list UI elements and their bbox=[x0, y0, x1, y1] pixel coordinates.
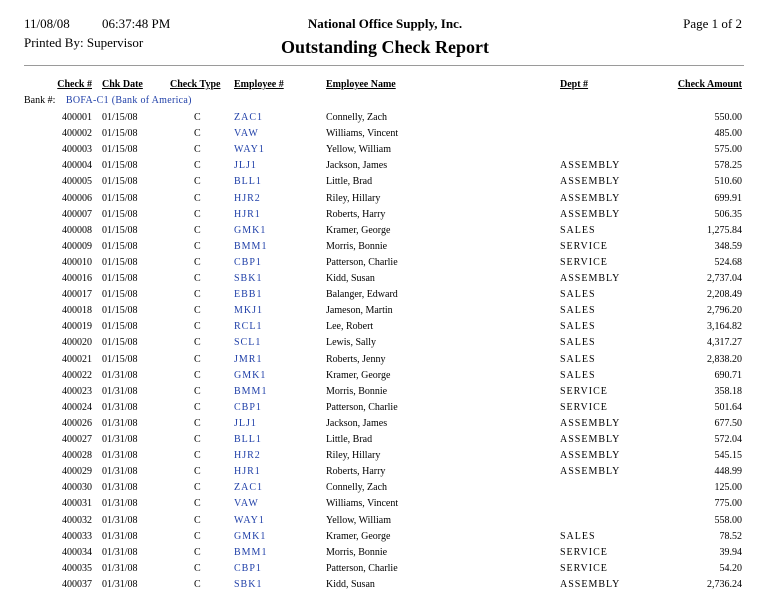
check-type: C bbox=[194, 498, 201, 510]
dept-number: SALES bbox=[560, 369, 596, 381]
dept-number: SALES bbox=[560, 530, 596, 542]
col-employee-name: Employee Name bbox=[326, 79, 396, 90]
check-number: 400003 bbox=[62, 144, 92, 156]
bank-link[interactable]: BOFA-C1 (Bank of America) bbox=[65, 95, 192, 106]
table-row bbox=[0, 530, 770, 546]
check-type: C bbox=[194, 240, 201, 252]
check-number: 400005 bbox=[62, 176, 92, 188]
col-check-amount: Check Amount bbox=[677, 79, 742, 90]
employee-name: Kidd, Susan bbox=[326, 578, 375, 590]
header-divider bbox=[24, 65, 744, 66]
check-amount: 2,737.04 bbox=[707, 273, 742, 284]
check-amount: 39.94 bbox=[719, 546, 742, 558]
check-date: 01/15/08 bbox=[102, 128, 138, 140]
check-amount: 775.00 bbox=[714, 498, 742, 510]
check-type: C bbox=[194, 578, 201, 590]
check-date: 01/15/08 bbox=[102, 208, 138, 220]
col-dept-num: Dept # bbox=[560, 79, 589, 90]
dept-number: SERVICE bbox=[560, 256, 608, 268]
dept-number: ASSEMBLY bbox=[560, 450, 621, 462]
check-type: C bbox=[194, 369, 201, 381]
page-indicator: Page 1 of 2 bbox=[683, 16, 742, 31]
employee-name: Lewis, Sally bbox=[326, 337, 376, 349]
employee-name: Williams, Vincent bbox=[326, 498, 399, 510]
employee-name: Yellow, William bbox=[326, 144, 391, 156]
employee-link[interactable]: MKJ1 bbox=[234, 305, 264, 317]
employee-link[interactable]: JLJ1 bbox=[234, 417, 257, 429]
employee-name: Jackson, James bbox=[326, 417, 388, 429]
check-date: 01/15/08 bbox=[102, 305, 138, 317]
check-amount: 690.71 bbox=[714, 369, 742, 381]
table-row bbox=[0, 433, 770, 449]
employee-name: Roberts, Jenny bbox=[326, 353, 386, 365]
check-type: C bbox=[194, 305, 201, 317]
check-type: C bbox=[194, 224, 201, 236]
table-row bbox=[0, 320, 770, 336]
dept-number: SALES bbox=[560, 337, 596, 349]
employee-link[interactable]: VAW bbox=[234, 498, 259, 510]
check-date: 01/15/08 bbox=[102, 321, 138, 333]
check-type: C bbox=[194, 530, 201, 542]
dept-number: SALES bbox=[560, 305, 596, 317]
employee-name: Jameson, Martin bbox=[326, 305, 393, 317]
table-row bbox=[0, 240, 770, 256]
check-type: C bbox=[194, 160, 201, 172]
dept-number: ASSEMBLY bbox=[560, 273, 621, 284]
table-row bbox=[0, 192, 770, 208]
check-type: C bbox=[194, 144, 201, 156]
employee-name: Connelly, Zach bbox=[326, 482, 388, 494]
dept-number: SERVICE bbox=[560, 240, 608, 252]
check-type: C bbox=[194, 353, 201, 365]
dept-number: ASSEMBLY bbox=[560, 192, 621, 204]
check-date: 01/31/08 bbox=[102, 482, 138, 494]
employee-link[interactable]: BMM1 bbox=[234, 385, 268, 397]
check-date: 01/15/08 bbox=[102, 160, 138, 172]
employee-link[interactable]: SBK1 bbox=[234, 578, 263, 590]
check-type: C bbox=[194, 385, 201, 397]
employee-name: Kidd, Susan bbox=[326, 273, 375, 284]
check-date: 01/31/08 bbox=[102, 530, 138, 542]
employee-link[interactable]: HJR1 bbox=[234, 208, 261, 220]
check-type: C bbox=[194, 208, 201, 220]
check-date: 01/15/08 bbox=[102, 112, 138, 123]
table-row bbox=[0, 562, 770, 578]
employee-link[interactable]: HJR2 bbox=[234, 450, 261, 462]
check-number: 400022 bbox=[62, 369, 92, 381]
check-amount: 485.00 bbox=[714, 128, 742, 140]
check-number: 400004 bbox=[62, 160, 92, 172]
check-amount: 4,317.27 bbox=[707, 337, 742, 349]
dept-number: ASSEMBLY bbox=[560, 466, 621, 478]
col-check-num: Check # bbox=[57, 79, 92, 90]
employee-link[interactable]: EBB1 bbox=[234, 289, 263, 301]
table-row bbox=[0, 481, 770, 497]
employee-link[interactable]: WAY1 bbox=[234, 144, 265, 156]
col-employee-num: Employee # bbox=[234, 79, 284, 90]
employee-name: Roberts, Harry bbox=[326, 466, 386, 478]
dept-number: ASSEMBLY bbox=[560, 417, 621, 429]
check-type: C bbox=[194, 417, 201, 429]
employee-name: Morris, Bonnie bbox=[326, 385, 388, 397]
table-row bbox=[0, 514, 770, 530]
employee-link[interactable]: JMR1 bbox=[234, 353, 263, 365]
dept-number: SALES bbox=[560, 224, 596, 236]
employee-name: Yellow, William bbox=[326, 514, 391, 526]
employee-link[interactable]: SBK1 bbox=[234, 273, 263, 284]
check-date: 01/15/08 bbox=[102, 289, 138, 301]
check-amount: 558.00 bbox=[714, 514, 742, 526]
check-type: C bbox=[194, 337, 201, 349]
employee-link[interactable]: CBP1 bbox=[234, 256, 262, 268]
table-row bbox=[0, 127, 770, 143]
table-row bbox=[0, 417, 770, 433]
check-date: 01/31/08 bbox=[102, 546, 138, 558]
check-date: 01/31/08 bbox=[102, 498, 138, 510]
check-number: 400016 bbox=[62, 273, 92, 284]
check-number: 400031 bbox=[62, 498, 92, 510]
table-row bbox=[0, 546, 770, 562]
bank-label: Bank #: bbox=[24, 95, 56, 106]
employee-name: Morris, Bonnie bbox=[326, 240, 388, 252]
check-type: C bbox=[194, 450, 201, 462]
check-date: 01/31/08 bbox=[102, 385, 138, 397]
dept-number: ASSEMBLY bbox=[560, 578, 621, 590]
check-amount: 510.60 bbox=[714, 176, 742, 188]
col-chk-date: Chk Date bbox=[102, 79, 143, 90]
employee-name: Jackson, James bbox=[326, 160, 388, 172]
check-number: 400033 bbox=[62, 530, 92, 542]
dept-number: SALES bbox=[560, 353, 596, 365]
dept-number: SERVICE bbox=[560, 385, 608, 397]
check-date: 01/31/08 bbox=[102, 578, 138, 590]
check-amount: 575.00 bbox=[714, 144, 742, 156]
employee-name: Roberts, Harry bbox=[326, 208, 386, 220]
printed-by: Printed By: Supervisor bbox=[24, 35, 144, 50]
table-row bbox=[0, 465, 770, 481]
check-amount: 545.15 bbox=[714, 450, 742, 462]
company-name: National Office Supply, Inc. bbox=[307, 16, 463, 31]
check-type: C bbox=[194, 562, 201, 574]
check-number: 400032 bbox=[62, 514, 92, 526]
table-row bbox=[0, 208, 770, 224]
employee-name: Little, Brad bbox=[326, 176, 373, 188]
table-row bbox=[0, 143, 770, 159]
check-number: 400009 bbox=[62, 240, 92, 252]
table-row bbox=[0, 272, 770, 288]
check-number: 400029 bbox=[62, 466, 92, 478]
report-title: Outstanding Check Report bbox=[280, 37, 490, 57]
table-row bbox=[0, 449, 770, 465]
check-date: 01/31/08 bbox=[102, 562, 138, 574]
check-date: 01/15/08 bbox=[102, 256, 138, 268]
check-amount: 572.04 bbox=[714, 434, 742, 445]
check-number: 400035 bbox=[62, 562, 92, 574]
dept-number: SALES bbox=[560, 289, 596, 301]
check-date: 01/15/08 bbox=[102, 144, 138, 156]
check-type: C bbox=[194, 434, 201, 445]
table-row bbox=[0, 159, 770, 175]
report-date: 11/08/08 bbox=[24, 16, 70, 31]
employee-link[interactable]: HJR1 bbox=[234, 466, 261, 478]
check-number: 400007 bbox=[62, 208, 92, 220]
employee-link[interactable]: SCL1 bbox=[234, 337, 262, 349]
table-row bbox=[0, 578, 770, 594]
employee-name: Williams, Vincent bbox=[326, 128, 399, 140]
check-type: C bbox=[194, 546, 201, 558]
check-number: 400006 bbox=[62, 192, 92, 204]
check-amount: 506.35 bbox=[714, 208, 742, 220]
dept-number: SERVICE bbox=[560, 562, 608, 574]
check-number: 400027 bbox=[62, 434, 92, 445]
employee-link[interactable]: WAY1 bbox=[234, 514, 265, 526]
check-number: 400024 bbox=[62, 401, 92, 413]
check-number: 400021 bbox=[62, 353, 92, 365]
check-number: 400026 bbox=[62, 417, 92, 429]
employee-link[interactable]: CBP1 bbox=[234, 562, 262, 574]
check-date: 01/15/08 bbox=[102, 176, 138, 188]
employee-link[interactable]: GMK1 bbox=[234, 369, 267, 381]
check-amount: 524.68 bbox=[714, 256, 742, 268]
check-amount: 550.00 bbox=[714, 112, 742, 123]
employee-link[interactable]: BMM1 bbox=[234, 546, 268, 558]
employee-name: Kramer, George bbox=[326, 369, 391, 381]
check-amount: 2,838.20 bbox=[707, 353, 742, 365]
check-date: 01/15/08 bbox=[102, 224, 138, 236]
check-number: 400018 bbox=[62, 305, 92, 317]
check-type: C bbox=[194, 128, 201, 140]
dept-number: ASSEMBLY bbox=[560, 176, 621, 188]
check-date: 01/15/08 bbox=[102, 273, 138, 284]
table-row bbox=[0, 385, 770, 401]
check-type: C bbox=[194, 401, 201, 413]
check-number: 400020 bbox=[62, 337, 92, 349]
check-date: 01/31/08 bbox=[102, 417, 138, 429]
report-time: 06:37:48 PM bbox=[102, 16, 171, 31]
check-type: C bbox=[194, 466, 201, 478]
table-row bbox=[0, 111, 770, 127]
table-row bbox=[0, 288, 770, 304]
check-amount: 699.91 bbox=[714, 192, 742, 204]
check-type: C bbox=[194, 289, 201, 301]
check-amount: 348.59 bbox=[714, 240, 742, 252]
employee-link[interactable]: VAW bbox=[234, 128, 259, 140]
employee-name: Riley, Hillary bbox=[326, 450, 381, 462]
employee-link[interactable]: ZAC1 bbox=[234, 482, 263, 494]
table-row bbox=[0, 336, 770, 352]
check-number: 400001 bbox=[62, 112, 92, 123]
check-type: C bbox=[194, 192, 201, 204]
check-number: 400002 bbox=[62, 128, 92, 140]
employee-name: Little, Brad bbox=[326, 434, 373, 445]
dept-number: ASSEMBLY bbox=[560, 160, 621, 172]
employee-link[interactable]: JLJ1 bbox=[234, 160, 257, 172]
check-amount: 2,796.20 bbox=[707, 305, 742, 317]
check-amount: 578.25 bbox=[714, 160, 742, 172]
check-type: C bbox=[194, 482, 201, 494]
table-row bbox=[0, 224, 770, 240]
employee-name: Kramer, George bbox=[326, 224, 391, 236]
table-row bbox=[0, 304, 770, 320]
employee-name: Riley, Hillary bbox=[326, 192, 381, 204]
check-date: 01/15/08 bbox=[102, 240, 138, 252]
check-date: 01/15/08 bbox=[102, 337, 138, 349]
employee-link[interactable]: GMK1 bbox=[234, 530, 267, 542]
table-row bbox=[0, 369, 770, 385]
table-row bbox=[0, 175, 770, 191]
employee-link[interactable]: ZAC1 bbox=[234, 112, 263, 123]
check-amount: 501.64 bbox=[714, 401, 742, 413]
check-amount: 54.20 bbox=[719, 562, 742, 574]
check-date: 01/31/08 bbox=[102, 369, 138, 381]
dept-number: ASSEMBLY bbox=[560, 208, 621, 220]
employee-link[interactable]: HJR2 bbox=[234, 192, 261, 204]
check-amount: 677.50 bbox=[714, 417, 742, 429]
check-number: 400017 bbox=[62, 289, 92, 301]
check-date: 01/31/08 bbox=[102, 450, 138, 462]
col-check-type: Check Type bbox=[170, 79, 221, 90]
table-row bbox=[0, 497, 770, 513]
check-type: C bbox=[194, 514, 201, 526]
check-amount: 78.52 bbox=[719, 530, 742, 542]
employee-name: Patterson, Charlie bbox=[326, 562, 398, 574]
employee-link[interactable]: BLL1 bbox=[234, 434, 262, 445]
employee-name: Patterson, Charlie bbox=[326, 401, 398, 413]
employee-name: Connelly, Zach bbox=[326, 112, 388, 123]
check-number: 400019 bbox=[62, 321, 92, 333]
employee-link[interactable]: BLL1 bbox=[234, 176, 262, 188]
employee-name: Kramer, George bbox=[326, 530, 391, 542]
table-row bbox=[0, 401, 770, 417]
check-number: 400023 bbox=[62, 385, 92, 397]
check-amount: 2,208.49 bbox=[707, 289, 742, 301]
table-row bbox=[0, 353, 770, 369]
check-number: 400030 bbox=[62, 482, 92, 494]
employee-name: Morris, Bonnie bbox=[326, 546, 388, 558]
employee-name: Balanger, Edward bbox=[326, 289, 398, 301]
check-date: 01/31/08 bbox=[102, 514, 138, 526]
employee-link[interactable]: CBP1 bbox=[234, 401, 262, 413]
check-type: C bbox=[194, 176, 201, 188]
check-type: C bbox=[194, 273, 201, 284]
check-number: 400008 bbox=[62, 224, 92, 236]
employee-link[interactable]: BMM1 bbox=[234, 240, 268, 252]
check-number: 400034 bbox=[62, 546, 92, 558]
employee-link[interactable]: RCL1 bbox=[234, 321, 263, 333]
check-date: 01/31/08 bbox=[102, 466, 138, 478]
check-number: 400010 bbox=[62, 256, 92, 268]
check-amount: 125.00 bbox=[714, 482, 742, 494]
bank-group-header bbox=[24, 95, 192, 106]
check-type: C bbox=[194, 321, 201, 333]
employee-name: Patterson, Charlie bbox=[326, 256, 398, 268]
check-amount: 2,736.24 bbox=[707, 578, 742, 590]
check-date: 01/31/08 bbox=[102, 434, 138, 445]
employee-name: Lee, Robert bbox=[326, 321, 374, 333]
check-amount: 3,164.82 bbox=[707, 321, 742, 333]
check-date: 01/31/08 bbox=[102, 401, 138, 413]
check-type: C bbox=[194, 256, 201, 268]
check-number: 400028 bbox=[62, 450, 92, 462]
dept-number: SALES bbox=[560, 321, 596, 333]
dept-number: ASSEMBLY bbox=[560, 434, 621, 445]
dept-number: SERVICE bbox=[560, 401, 608, 413]
check-date: 01/15/08 bbox=[102, 353, 138, 365]
check-number: 400037 bbox=[62, 578, 92, 590]
check-date: 01/15/08 bbox=[102, 192, 138, 204]
check-amount: 1,275.84 bbox=[707, 224, 742, 236]
employee-link[interactable]: GMK1 bbox=[234, 224, 267, 236]
table-row bbox=[0, 256, 770, 272]
check-type: C bbox=[194, 112, 201, 123]
check-amount: 358.18 bbox=[714, 385, 742, 397]
check-amount: 448.99 bbox=[714, 466, 742, 478]
dept-number: SERVICE bbox=[560, 546, 608, 558]
